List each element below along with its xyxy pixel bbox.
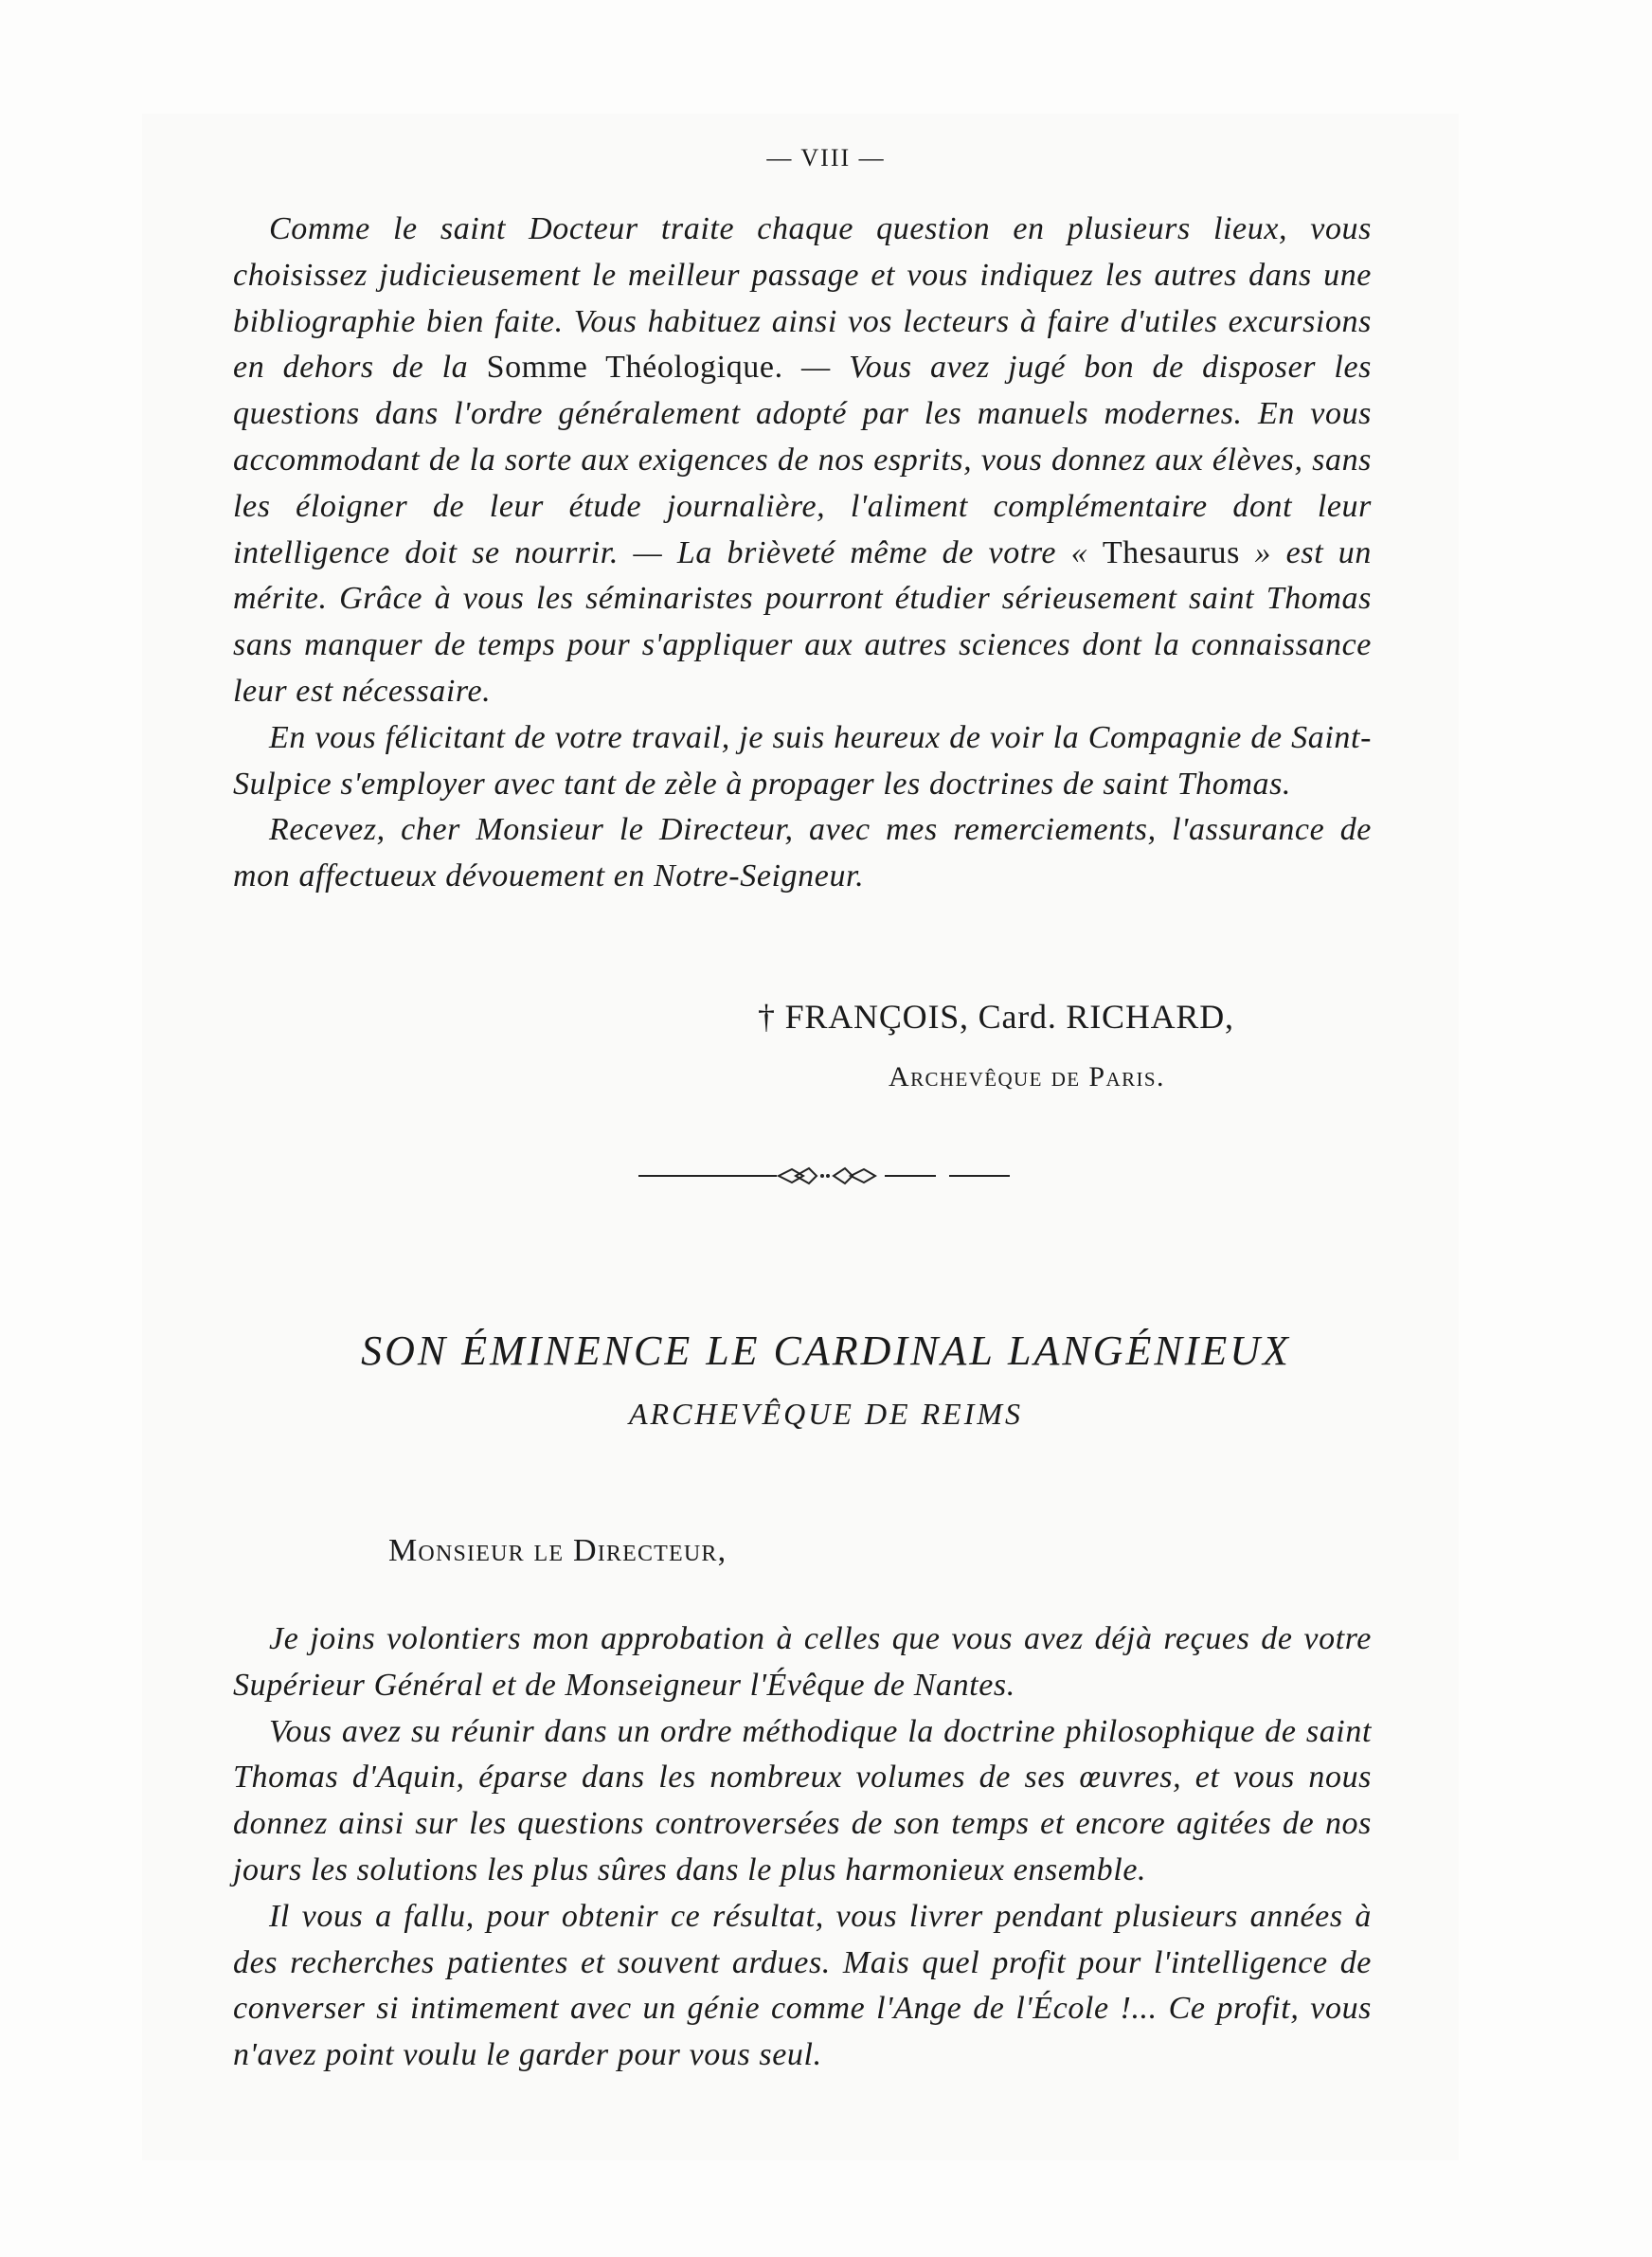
signature-richard: † FRANÇOIS, Card. RICHARD,: [758, 998, 1234, 1036]
paragraph: En vous félicitant de votre travail, je suis heureux de voir la Compagnie de Saint-Sulpice s'employer avec tant de zèle à propager les doctrines de saint Thomas.: [233, 719, 1372, 802]
book-title-somme: Somme Théologique.: [486, 350, 783, 386]
paragraph: Vous avez su réunir dans un ordre méthodique la doctrine philosophique de saint Thomas d'Aquin, éparse dans les nombreux volumes de ses œuvres, et vous nous donnez ainsi sur les questions controversées de son temps et encore agitées de nos jours les solutions les plus sûres dans le plus harmonieux ensemble.: [233, 1713, 1372, 1887]
letter-langenieux-body: [233, 1616, 1372, 2079]
paragraph: Comme le saint Docteur traite chaque question en plusieurs lieux, vous choisissez judicieusement le meilleur passage et vous indiquez les autres dans une bibliographie bien faite. Vous habituez ainsi vos lecteurs à faire d'utiles excursions en dehors de la Somme Théologique. — Vous avez jugé bon de disposer les questions dans l'ordre généralement adopté par les manuels modernes. En vous accommodant de la sorte aux exigences de nos esprits, vous donnez aux élèves, sans les éloigner de leur étude journalière, l'aliment complémentaire dont leur intelligence doit se nourrir. — La brièveté même de votre « Thesaurus » est un mérite. Grâce à vous les séminaristes pourront étudier sérieusement saint Thomas sans manquer de temps pour s'appliquer aux autres sciences dont la connaissance leur est nécessaire.: [233, 211, 1372, 709]
book-title-thesaurus: Thesaurus: [1102, 534, 1240, 570]
salutation: Monsieur le Directeur,: [388, 1533, 727, 1568]
signature-title-richard: Archevêque de Paris.: [889, 1061, 1165, 1092]
letter-richard-body: [233, 207, 1372, 900]
fleuron-separator: [635, 1162, 1014, 1190]
paragraph: Je joins volontiers mon approbation à celles que vous avez déjà reçues de votre Supérieur Général et de Monseigneur l'Évêque de Nantes.: [233, 1621, 1372, 1703]
section-heading: SON ÉMINENCE LE CARDINAL LANGÉNIEUX: [361, 1327, 1291, 1374]
section-subheading: ARCHEVÊQUE DE REIMS: [628, 1397, 1023, 1431]
paragraph: Recevez, cher Monsieur le Directeur, avec mes remerciements, l'assurance de mon affectueux dévouement en Notre-Seigneur.: [233, 812, 1372, 894]
paragraph: Il vous a fallu, pour obtenir ce résultat, vous livrer pendant plusieurs années à des recherches patientes et souvent ardues. Mais quel profit pour l'intelligence de converser si intimement avec un génie comme l'Ange de l'École !... Ce profit, vous n'avez point voulu le garder pour vous seul.: [233, 1898, 1372, 2073]
page-number: — VIII —: [766, 144, 886, 172]
